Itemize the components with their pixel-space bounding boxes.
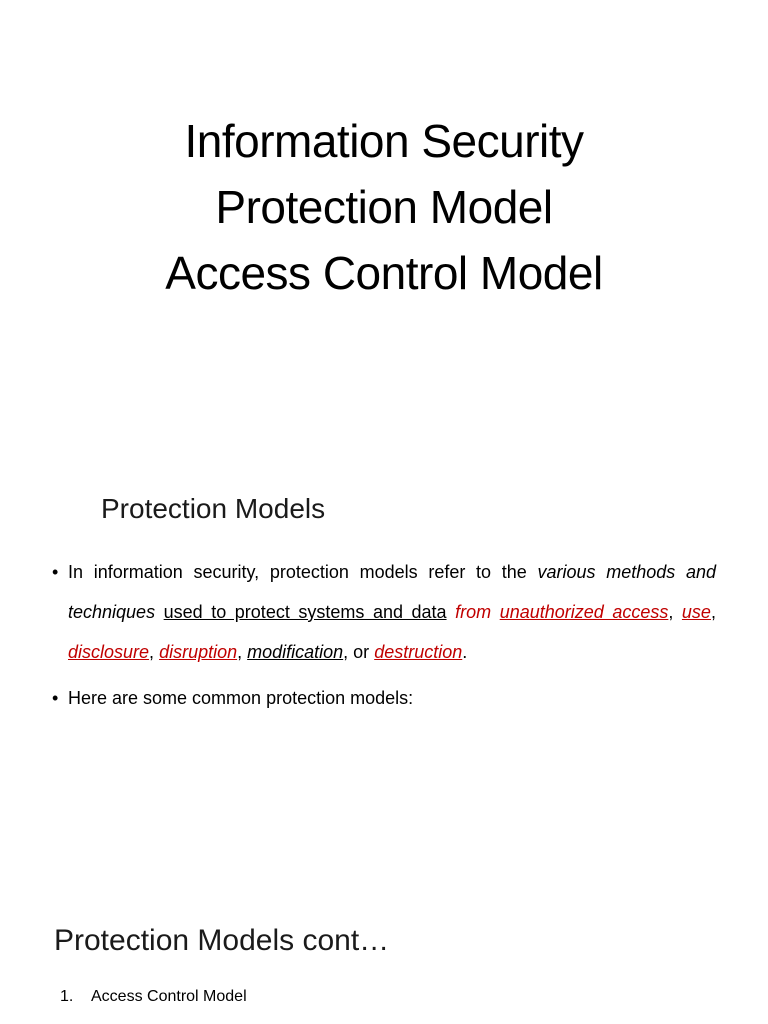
disclosure-text: disclosure [68, 642, 150, 662]
protection-models-cont-slide [0, 890, 768, 1024]
use-text: use [681, 602, 711, 622]
bullet-item-intro-list [52, 678, 716, 718]
intro-text: In information security, protection models refer to the [68, 562, 538, 582]
destruction-text: destruction [374, 642, 463, 662]
slide-heading: Protection Models [101, 493, 326, 524]
list-item-number: 1. [60, 988, 74, 1005]
from-text: from [455, 602, 492, 622]
separator: , or [343, 642, 375, 662]
bullet-list [52, 552, 716, 718]
separator: , [668, 602, 682, 622]
various-methods-text: various methods and techniques [68, 562, 716, 622]
numbered-list [60, 986, 247, 1008]
period: . [462, 642, 468, 662]
protection-models-slide [0, 430, 768, 890]
title-line-2: Protection Model [215, 181, 553, 233]
bullet-marker: • [52, 562, 59, 582]
disruption-text: disruption [159, 642, 238, 662]
bullet-text: Here are some common protection models: [68, 688, 414, 708]
separator: , [149, 642, 160, 662]
slide-heading: Protection Models cont… [54, 924, 390, 957]
spacer [447, 602, 456, 622]
separator: , [710, 602, 716, 622]
bullet-item-definition [52, 552, 716, 672]
title-line-3: Access Control Model [165, 247, 603, 299]
bullet-marker: • [52, 688, 59, 708]
spacer [491, 602, 500, 622]
separator: , [237, 642, 248, 662]
list-item [60, 986, 247, 1008]
spacer [155, 602, 164, 622]
unauthorized-access-text: unauthorized access [499, 602, 669, 622]
title-slide [0, 0, 768, 430]
modification-text: modification [247, 642, 344, 662]
bullet-text [68, 562, 716, 662]
used-to-protect-text: used to protect systems and data [163, 602, 447, 622]
list-item-label: Access Control Model [91, 988, 247, 1005]
title-line-1: Information Security [184, 115, 584, 167]
slide-title [0, 108, 768, 306]
